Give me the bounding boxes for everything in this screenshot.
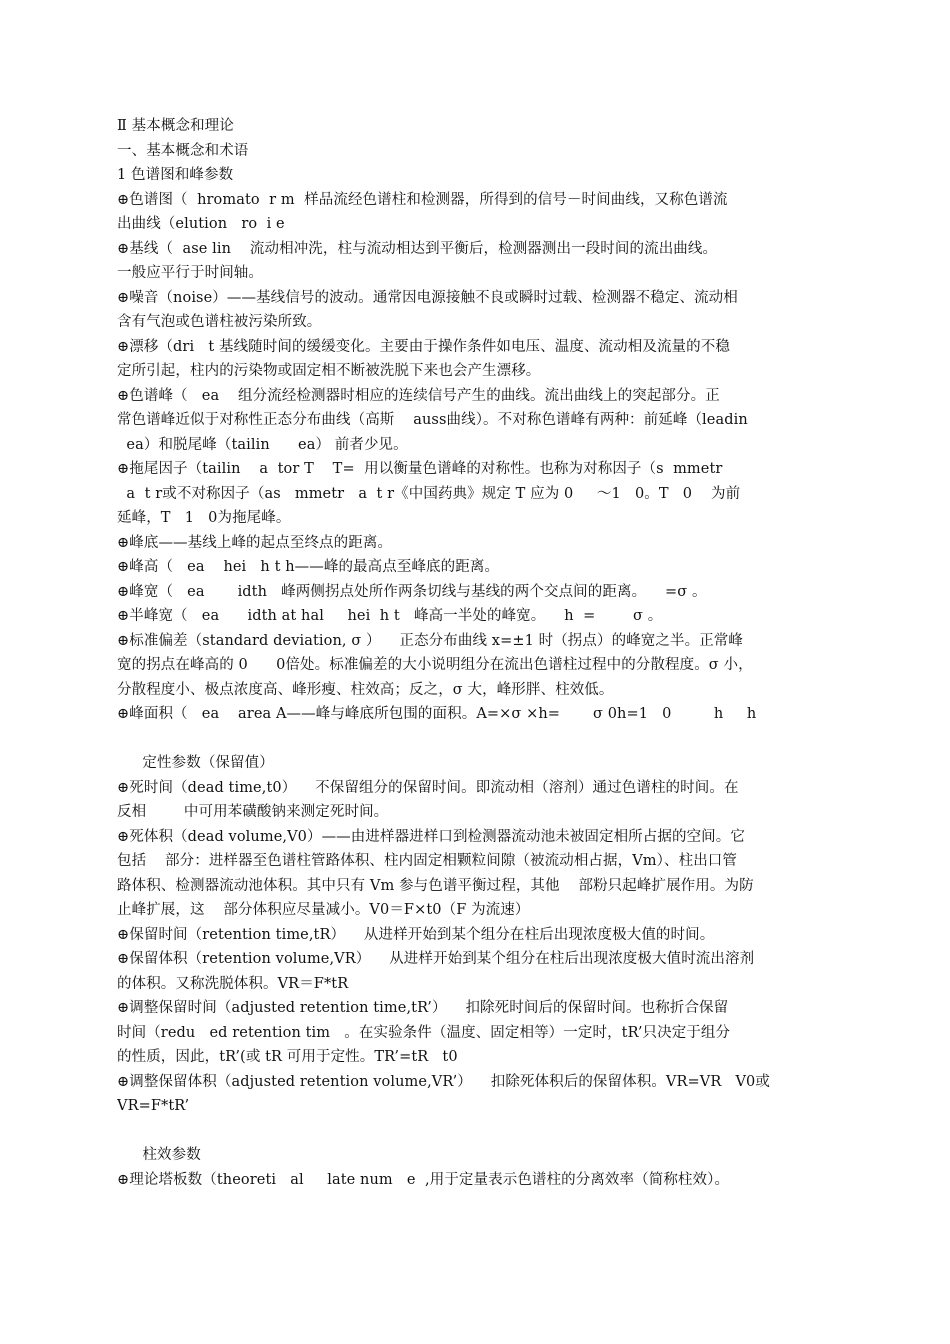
section-qualitative-parameters <box>117 776 829 1119</box>
text-line: 延峰，T 1 0为拖尾峰。 <box>117 510 291 526</box>
text-line: 时间（redu ed retention tim 。在实验条件（温度、固定相等）一定时，tR’只决定于组分 <box>117 1024 731 1041</box>
text-line: ⊕半峰宽（ ea idth at hal hei h t 峰高一半处的峰宽。 h = σ 。 <box>117 608 663 624</box>
text-line: 出曲线（elution ro i e <box>117 216 285 232</box>
text-line: ⊕峰高（ ea hei h t h——峰的最高点至峰底的距离。 <box>117 559 500 575</box>
text-line: ⊕标准偏差（standard deviation, σ ） 正态分布曲线 x=±1 时（拐点）的峰宽之半。正常峰 <box>117 632 743 649</box>
text-line: VR=F*tR’ <box>117 1098 190 1114</box>
text-line: ⊕保留体积（retention volume,VR） 从进样开始到某个组分在柱后出现浓度极大值时流出溶剂 <box>117 951 755 967</box>
text-line: 定所引起，柱内的污染物或固定相不断被洗脱下来也会产生漂移。 <box>117 363 541 379</box>
text-line: ⊕保留时间（retention time,tR） 从进样开始到某个组分在柱后出现浓度极大值的时间。 <box>117 926 715 943</box>
text-line: 一般应平行于时间轴。 <box>117 265 263 281</box>
text-line: ⊕峰宽（ ea idth 峰两侧拐点处所作两条切线与基线的两个交点间的距离。 =σ 。 <box>117 583 707 600</box>
text-line: ⊕漂移（dri t 基线随时间的缓缓变化。主要由于操作条件如电压、温度、流动相及流量的不稳 <box>117 338 730 355</box>
document-page <box>117 114 829 1192</box>
text-line: ⊕调整保留体积（adjusted retention volume,VR’） 扣除死体积后的保留体积。VR=VR V0或 <box>117 1073 770 1090</box>
text-line: ⊕死体积（dead volume,V0）——由进样器进样口到检测器流动池未被固定相所占据的空间。它 <box>117 828 745 845</box>
section-title-qualitative: 定性参数（保留值） <box>133 755 274 771</box>
section-title-column-efficiency: 柱效参数 <box>133 1147 201 1163</box>
text-line: 止峰扩展，这 部分体积应尽量减小。V0＝F×t0（F 为流速） <box>117 902 530 918</box>
text-line: ⊕死时间（dead time,t0） 不保留组分的保留时间。即流动相（溶剂）通过色谱柱的时间。在 <box>117 779 739 796</box>
blank-line <box>117 727 829 752</box>
section-column-efficiency <box>117 1168 829 1193</box>
text-line: 常色谱峰近似于对称性正态分布曲线（高斯 auss曲线）。不对称色谱峰有两种：前延峰（leadin <box>117 412 748 428</box>
text-line: 包括 部分：进样器至色谱柱管路体积、柱内固定相颗粒间隙（被流动相占据，Vm）、柱出口管 <box>117 853 738 869</box>
text-line: ⊕噪音（noise）——基线信号的波动。通常因电源接触不良或瞬时过载、检测器不稳定、流动相 <box>117 289 738 306</box>
text-line: 一、基本概念和术语 <box>117 142 249 159</box>
text-line: ⊕理论塔板数（theoreti al late num e ,用于定量表示色谱柱的分离效率（简称柱效）。 <box>117 1171 730 1188</box>
text-line: ⊕峰面积（ ea area A——峰与峰底所包围的面积。A=×σ ×h= σ 0h=1 0 h h <box>117 706 757 722</box>
text-line: ⊕拖尾因子（tailin a tor T T= 用以衡量色谱峰的对称性。也称为对称因子（s mmetr <box>117 461 723 477</box>
text-line: 1 色谱图和峰参数 <box>117 167 234 183</box>
text-line: ⊕峰底——基线上峰的起点至终点的距离。 <box>117 534 393 551</box>
text-line: 含有气泡或色谱柱被污染所致。 <box>117 314 322 330</box>
text-line: ⊕色谱峰（ ea 组分流经检测器时相应的连续信号产生的曲线。流出曲线上的突起部分。正 <box>117 387 720 404</box>
text-line: 的体积。又称洗脱体积。VR＝F*tR <box>117 975 349 992</box>
text-line: a t r或不对称因子（as mmetr a t r《中国药典》规定 T 应为 0 ～1 0。T 0 为前 <box>117 485 741 502</box>
text-line: 的性质，因此，tR’(或 tR 可用于定性。TR’=tR t0 <box>117 1049 458 1065</box>
text-line: 分散程度小、极点浓度高、峰形瘦、柱效高；反之，σ 大，峰形胖、柱效低。 <box>117 681 614 698</box>
text-line: ⊕基线（ ase lin 流动相冲洗，柱与流动相达到平衡后，检测器测出一段时间的流出曲线。 <box>117 240 718 257</box>
text-line: Ⅱ 基本概念和理论 <box>117 118 234 134</box>
text-line: ⊕色谱图（ hromato r m 样品流经色谱柱和检测器，所得到的信号－时间曲线，又称色谱流 <box>117 191 728 208</box>
text-line: 反相 中可用苯磺酸钠来测定死时间。 <box>117 804 389 820</box>
section-basic-concepts <box>117 114 829 727</box>
text-line: 路体积、检测器流动池体积。其中只有 Vm 参与色谱平衡过程，其他 部粉只起峰扩展作用。为防 <box>117 877 754 894</box>
text-line: ⊕调整保留时间（adjusted retention time,tR’） 扣除死时间后的保留时间。也称折合保留 <box>117 1000 729 1016</box>
text-line: 宽的拐点在峰高的 0 0倍处。标准偏差的大小说明组分在流出色谱柱过程中的分散程度。σ 小， <box>117 657 753 673</box>
blank-line <box>117 1119 829 1144</box>
text-line: ea）和脱尾峰（tailin ea） 前者少见。 <box>117 436 408 453</box>
